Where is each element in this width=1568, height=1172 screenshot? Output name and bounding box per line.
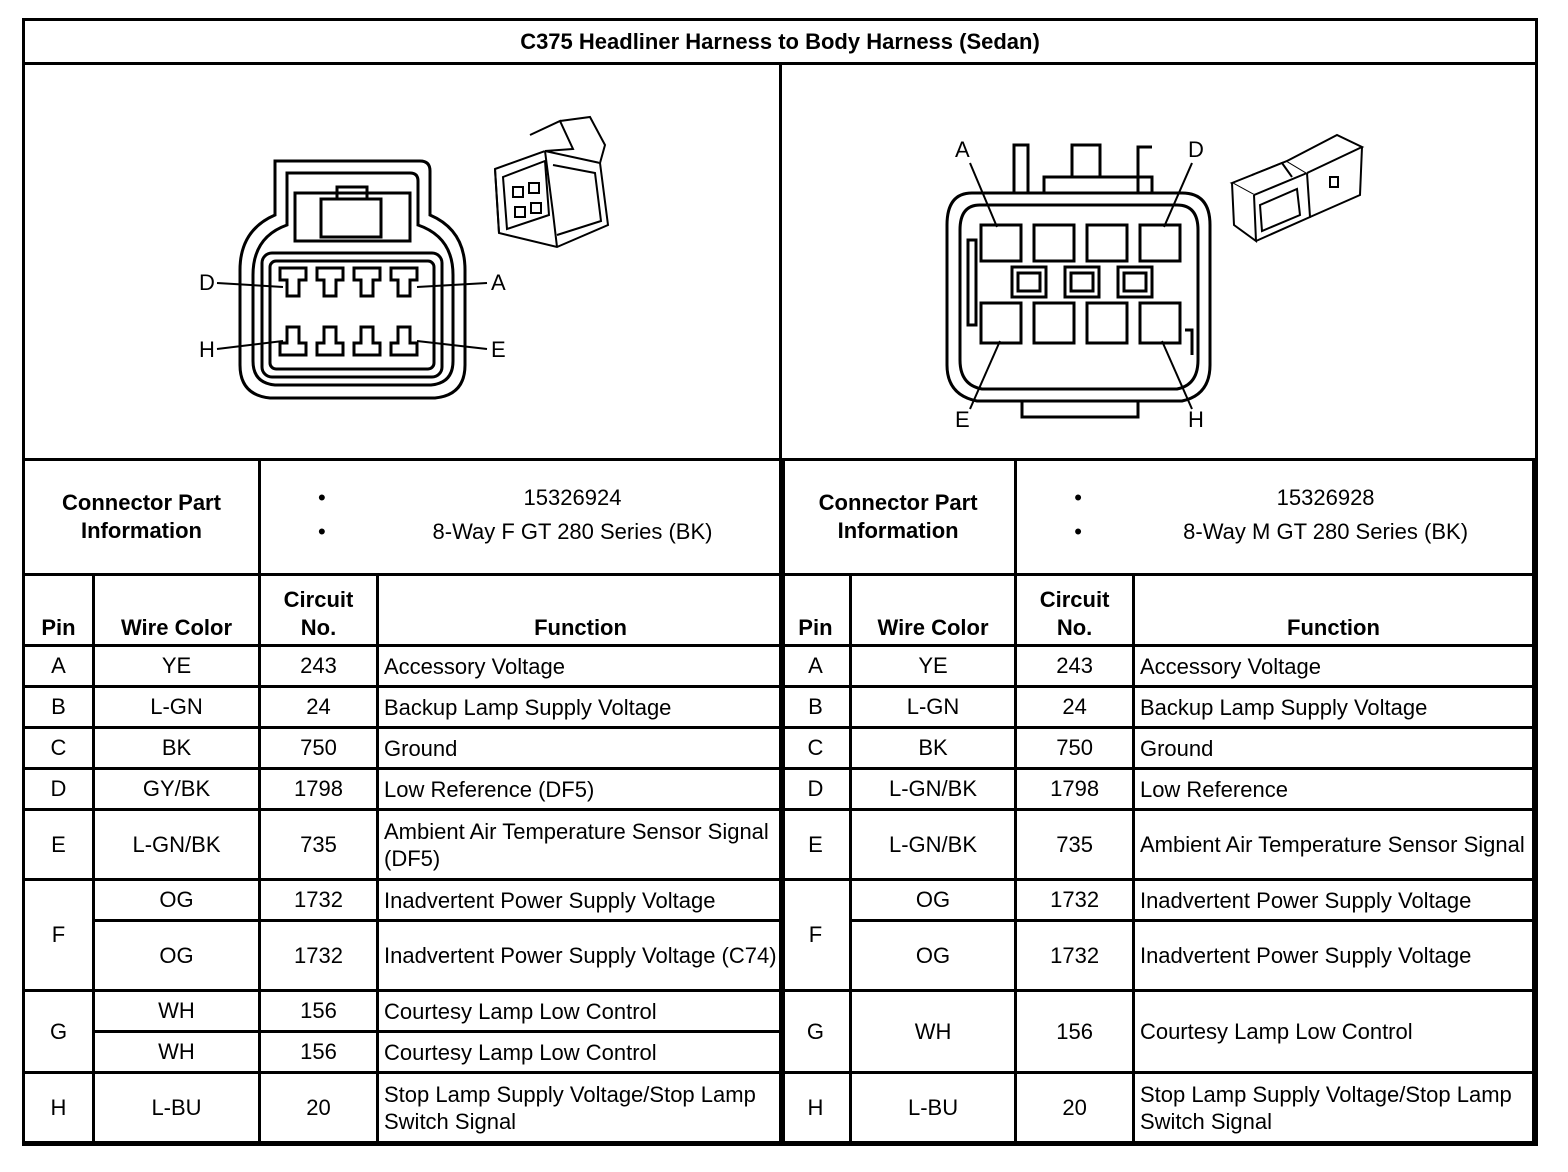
circuit-cell: 1732 [260, 921, 378, 991]
part-number: • 15326928 [1022, 483, 1527, 517]
left-pinout-table [22, 458, 785, 1144]
table-row [781, 1073, 1534, 1143]
wire-color-cell: BK [94, 728, 260, 769]
wire-color-cell: L-GN [94, 687, 260, 728]
circuit-cell: 24 [260, 687, 378, 728]
pin-label-d: D [1188, 137, 1204, 162]
connector-part-info [1016, 460, 1534, 575]
function-cell: Accessory Voltage [1133, 646, 1533, 687]
table-row [24, 728, 784, 769]
wire-color-cell: OG [94, 921, 260, 991]
function-cell: Backup Lamp Supply Voltage [1133, 687, 1533, 728]
circuit-cell: 1798 [260, 769, 378, 810]
right-pinout-table [779, 458, 1535, 1144]
connector-part-info-label: Connector Part Information [24, 460, 260, 575]
male-connector-iso-icon [1232, 135, 1362, 241]
function-cell: Courtesy Lamp Low Control [1133, 991, 1533, 1073]
table-row [781, 880, 1534, 921]
female-connector-face-drawing [25, 65, 782, 458]
function-cell: Courtesy Lamp Low Control [378, 991, 784, 1032]
pin-label-h: H [199, 337, 215, 362]
table-row [781, 810, 1534, 880]
wire-color-cell: OG [850, 880, 1015, 921]
wire-color-cell: WH [94, 1032, 260, 1073]
function-cell: Accessory Voltage [378, 646, 784, 687]
female-connector-iso-icon [495, 117, 608, 247]
table-row [781, 728, 1534, 769]
connector-part-info-label: Connector Part Information [781, 460, 1016, 575]
function-cell: Ambient Air Temperature Sensor Signal (DF5) [378, 810, 784, 880]
pin-cell: E [24, 810, 94, 880]
wire-color-cell: YE [94, 646, 260, 687]
circuit-cell: 1732 [1016, 880, 1134, 921]
male-connector-face-drawing [782, 65, 1535, 458]
function-cell: Low Reference (DF5) [378, 769, 784, 810]
function-header: Function [1133, 575, 1533, 646]
table-row [24, 991, 784, 1032]
function-cell: Low Reference [1133, 769, 1533, 810]
female-cavities [280, 268, 417, 355]
wire-color-cell: OG [94, 880, 260, 921]
table-row [781, 921, 1534, 991]
pin-label-d: D [199, 270, 215, 295]
male-cavities [981, 225, 1180, 343]
pin-cell: B [24, 687, 94, 728]
wire-color-cell: L-BU [94, 1073, 260, 1143]
table-row [24, 646, 784, 687]
left-connector-diagram [25, 65, 782, 461]
wire-color-cell: L-GN/BK [94, 810, 260, 880]
pin-cell: C [781, 728, 851, 769]
function-cell: Ground [1133, 728, 1533, 769]
pin-cell: C [24, 728, 94, 769]
function-cell: Inadvertent Power Supply Voltage (C74) [378, 921, 784, 991]
pin-header: Pin [781, 575, 851, 646]
pin-cell: H [24, 1073, 94, 1143]
circuit-cell: 20 [1016, 1073, 1134, 1143]
circuit-cell: 1732 [260, 880, 378, 921]
part-description: • 8-Way F GT 280 Series (BK) [266, 517, 777, 551]
circuit-cell: 243 [1016, 646, 1134, 687]
circuit-cell: 20 [260, 1073, 378, 1143]
table-row [24, 880, 784, 921]
pin-cell: A [24, 646, 94, 687]
pin-cell: H [781, 1073, 851, 1143]
pin-label-a: A [955, 137, 970, 162]
wire-color-cell: OG [850, 921, 1015, 991]
wire-color-cell: L-GN/BK [850, 810, 1015, 880]
circuit-cell: 735 [1016, 810, 1134, 880]
wire-color-cell: BK [850, 728, 1015, 769]
circuit-cell: 156 [260, 1032, 378, 1073]
table-row [781, 991, 1534, 1073]
circuit-cell: 243 [260, 646, 378, 687]
function-cell: Inadvertent Power Supply Voltage [1133, 880, 1533, 921]
pin-cell: E [781, 810, 851, 880]
part-number: • 15326924 [266, 483, 777, 517]
pin-label-e: E [491, 337, 506, 362]
pin-cell: D [24, 769, 94, 810]
function-cell: Inadvertent Power Supply Voltage [378, 880, 784, 921]
wire-color-cell: WH [94, 991, 260, 1032]
page-title: C375 Headliner Harness to Body Harness (Sedan) [25, 21, 1535, 65]
pin-cell: A [781, 646, 851, 687]
table-row [24, 921, 784, 991]
function-cell: Inadvertent Power Supply Voltage [1133, 921, 1533, 991]
part-description: • 8-Way M GT 280 Series (BK) [1022, 517, 1527, 551]
function-cell: Backup Lamp Supply Voltage [378, 687, 784, 728]
circuit-header: Circuit No. [260, 575, 378, 646]
circuit-cell: 1732 [1016, 921, 1134, 991]
circuit-cell: 750 [1016, 728, 1134, 769]
wire-color-cell: L-GN/BK [850, 769, 1015, 810]
function-cell: Stop Lamp Supply Voltage/Stop Lamp Switch Signal [378, 1073, 784, 1143]
pin-cell: F [24, 880, 94, 991]
pin-label-e: E [955, 407, 970, 432]
table-row [24, 1073, 784, 1143]
pin-cell: B [781, 687, 851, 728]
wire-color-cell: WH [850, 991, 1015, 1073]
function-cell: Courtesy Lamp Low Control [378, 1032, 784, 1073]
circuit-cell: 750 [260, 728, 378, 769]
pin-label-a: A [491, 270, 506, 295]
table-row [24, 810, 784, 880]
pin-cell: G [24, 991, 94, 1073]
circuit-cell: 156 [260, 991, 378, 1032]
table-row [24, 769, 784, 810]
wire-color-cell: L-GN [850, 687, 1015, 728]
function-header: Function [378, 575, 784, 646]
table-row [24, 1032, 784, 1073]
pin-cell: D [781, 769, 851, 810]
table-row [781, 769, 1534, 810]
wire-color-cell: L-BU [850, 1073, 1015, 1143]
function-cell: Ambient Air Temperature Sensor Signal [1133, 810, 1533, 880]
pin-cell: F [781, 880, 851, 991]
pin-cell: G [781, 991, 851, 1073]
circuit-cell: 156 [1016, 991, 1134, 1073]
table-row [781, 646, 1534, 687]
circuit-header: Circuit No. [1016, 575, 1134, 646]
function-cell: Stop Lamp Supply Voltage/Stop Lamp Switch Signal [1133, 1073, 1533, 1143]
connector-part-info [260, 460, 784, 575]
function-cell: Ground [378, 728, 784, 769]
connector-sheet [22, 18, 1538, 1146]
table-row [24, 687, 784, 728]
wire-color-cell: GY/BK [94, 769, 260, 810]
wire-color-header: Wire Color [94, 575, 260, 646]
table-row [781, 687, 1534, 728]
wire-color-header: Wire Color [850, 575, 1015, 646]
pin-label-h: H [1188, 407, 1204, 432]
wire-color-cell: YE [850, 646, 1015, 687]
circuit-cell: 24 [1016, 687, 1134, 728]
pin-header: Pin [24, 575, 94, 646]
circuit-cell: 1798 [1016, 769, 1134, 810]
circuit-cell: 735 [260, 810, 378, 880]
right-connector-diagram [782, 65, 1535, 461]
